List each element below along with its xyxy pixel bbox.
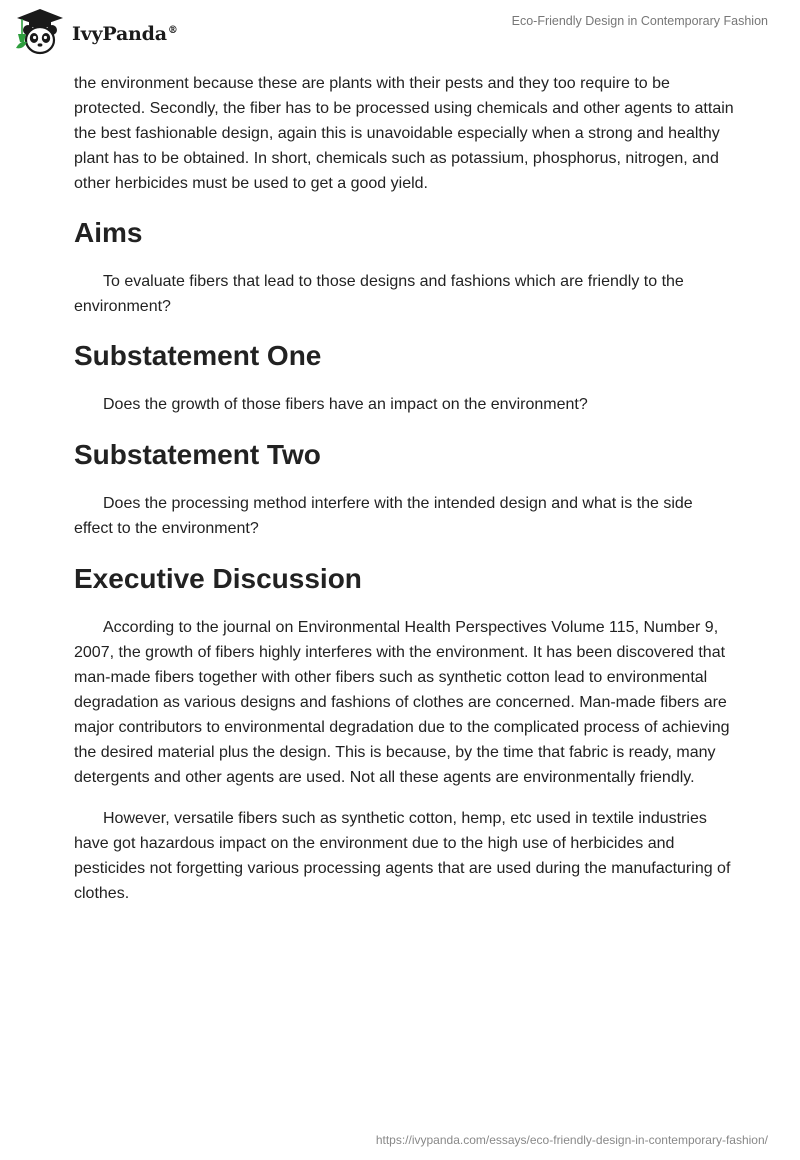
panda-graduate-icon bbox=[14, 8, 66, 56]
page-header bbox=[0, 0, 800, 60]
intro-paragraph: the environment because these are plants with their pests and they too require to be protected. Secondly, the fiber has to be processed using chemicals and other agents to attain the best fashionable design, again this is unavoidable especially when a strong and healthy plant has to be obtained. In short, chemicals such as potassium, phosphorus, nitrogen, and other herbicides must be used to get a good yield. bbox=[74, 75, 734, 192]
substatement-two-paragraph: Does the processing method interfere with the intended design and what is the side effect to the environment? bbox=[74, 495, 693, 537]
essay-content bbox=[74, 71, 734, 906]
aims-paragraph: To evaluate fibers that lead to those designs and fashions which are friendly to the environment? bbox=[74, 273, 684, 315]
aims-heading: Aims bbox=[74, 217, 143, 248]
executive-discussion-paragraph-1: According to the journal on Environmental Health Perspectives Volume 115, Number 9, 2007, the growth of fibers highly interferes with the environment. It has been discovered that man-made fibers together with other fibers such as synthetic cotton lead to environmental degradation as various designs and fashions of clothes are concerned. Man-made fibers are major contributors to environmental degradation due to the complicated process of achieving the desired material plus the design. This is because, by the time that fabric is ready, many detergents and other agents are used. Not all these agents are environmentally friendly. bbox=[74, 619, 730, 786]
document-title: Eco-Friendly Design in Contemporary Fashion bbox=[511, 14, 768, 28]
executive-discussion-heading: Executive Discussion bbox=[74, 563, 362, 594]
ivypanda-logo[interactable] bbox=[14, 8, 178, 56]
executive-discussion-paragraph-2: However, versatile fibers such as synthetic cotton, hemp, etc used in textile industries have got hazardous impact on the environment due to the high use of herbicides and pesticides not forgetting various processing agents that are used during the manufacturing of clothes. bbox=[74, 810, 731, 902]
substatement-one-heading: Substatement One bbox=[74, 340, 322, 371]
substatement-two-heading: Substatement Two bbox=[74, 439, 321, 470]
logo-wordmark: IvyPanda® bbox=[72, 23, 178, 45]
substatement-one-paragraph: Does the growth of those fibers have an impact on the environment? bbox=[103, 396, 588, 413]
source-url-link[interactable]: https://ivypanda.com/essays/eco-friendly-design-in-contemporary-fashion/ bbox=[375, 1133, 768, 1147]
